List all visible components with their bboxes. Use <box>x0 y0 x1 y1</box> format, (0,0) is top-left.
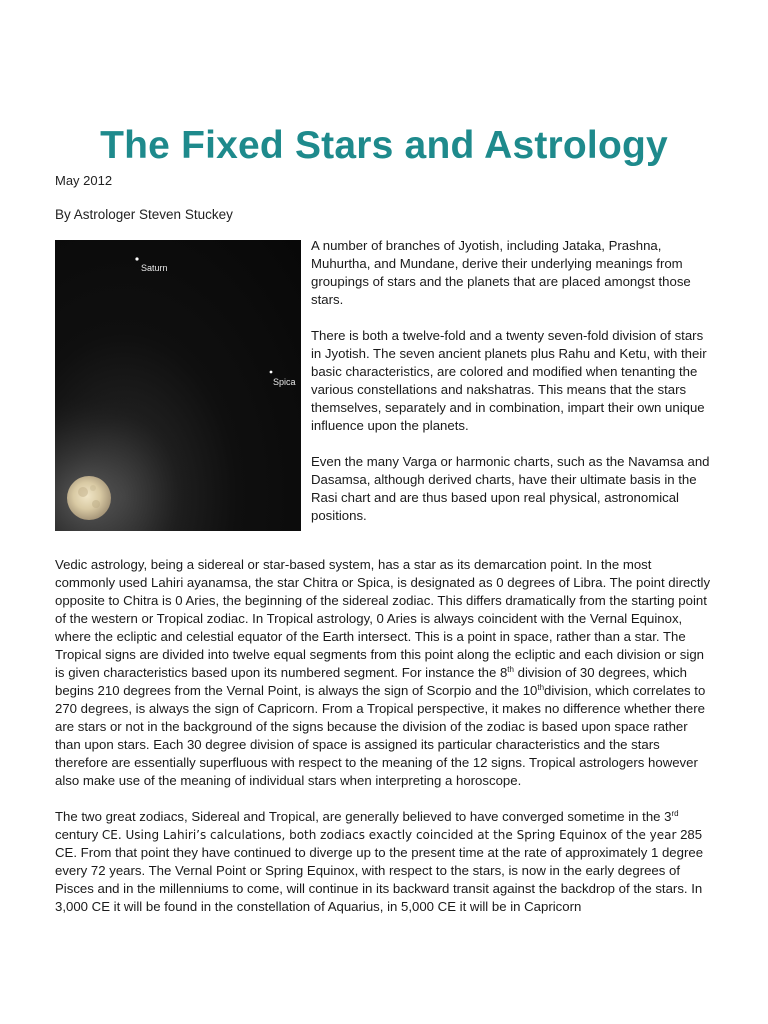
text-run: The two great zodiacs, Sidereal and Tropical, are generally believed to have converged sometime in the 3 <box>55 809 672 824</box>
night-sky-photo <box>55 240 301 531</box>
article-body <box>55 556 715 934</box>
intro-paragraph: There is both a twelve-fold and a twenty seven-fold division of stars in Jyotish. The seven ancient planets plus Rahu and Ketu, with their basic characteristics, are colored and modified when tenanting the various constellations and nakshatras. This means that the stars themselves, separately and in combination, impart their own unique influence upon the planets. <box>311 328 707 433</box>
text-run: 285 CE. From that point they have continued to diverge up to the present time at the rate of approximately 1 degree every 72 years. The Vernal Point or Spring Equinox, with respect to the stars, is now in the early degrees of Pisces and in the millenniums to come, will continue in its backward transit against the backdrop of the stars. In 3,000 CE it will be found in the constellation of Aquarius, in 5,000 CE it will be in Capricorn <box>55 827 704 914</box>
saturn-label: Saturn <box>141 263 168 273</box>
intro-paragraph: Even the many Varga or harmonic charts, such as the Navamsa and Dasamsa, although derived charts, have their ultimate basis in the Rasi chart and are thus based upon real physical, astronomical positions. <box>311 454 710 523</box>
author-byline: By Astrologer Steven Stuckey <box>55 207 233 222</box>
moon <box>67 476 111 520</box>
body-paragraph <box>55 808 715 916</box>
saturn-star <box>135 257 138 260</box>
intro-paragraph: A number of branches of Jyotish, including Jataka, Prashna, Muhurtha, and Mundane, derive their underlying meanings from groupings of stars and the planets that are placed amongst those stars. <box>311 238 691 307</box>
ordinal-suffix: th <box>537 683 545 692</box>
document-title: The Fixed Stars and Astrology <box>100 124 668 167</box>
text-run: Vedic astrology, being a sidereal or star-based system, has a star as its demarcation point. In the most commonly used Lahiri ayanamsa, the star Chitra or Spica, is designated as 0 degrees of Libra. The point directly opposite to Chitra is 0 Aries, the beginning of the sidereal zodiac. This differs dramatically from the starting point of the western or Tropical zodiac. In Tropical astrology, 0 Aries is always coincident with the Vernal Equinox, where the ecliptic and celestial equator of the Earth intersect. This is a point in space, rather than a star. The Tropical signs are divided into twelve equal segments from this point along the ecliptic and each division or sign is given characteristics based upon its numbered segment. For instance the 8 <box>55 557 711 680</box>
text-run: division of 30 degrees, which begins 210 degrees from the Vernal Point, is always the sign of Scorpio and the 10 <box>55 665 687 698</box>
text-run: CE. Using Lahiri’s calculations, both zodiacs exactly coincided at the Spring Equinox of the year <box>101 828 677 842</box>
body-paragraph <box>55 556 715 790</box>
ordinal-suffix: th <box>507 665 514 674</box>
ordinal-suffix: rd <box>671 809 679 818</box>
night-sky-illustration <box>55 240 301 531</box>
spica-label: Spica <box>273 377 296 387</box>
text-run: division, which correlates to 270 degrees, is always the sign of Capricorn. From a Tropical perspective, it makes no difference whether there are stars or not in the background of the signs because the division of the zodiac is based upon space rather than upon stars. Each 30 degree division of space is assigned its particular characteristics and the stars therefore are essentially superfluous with respect to the meaning of the 12 signs. Tropical astrologers however also make use of the meaning of individual stars when interpreting a horoscope. <box>55 683 706 788</box>
publication-date: May 2012 <box>55 173 113 188</box>
intro-column <box>311 237 716 543</box>
spica-star <box>270 371 273 374</box>
text-run: century <box>55 827 102 842</box>
